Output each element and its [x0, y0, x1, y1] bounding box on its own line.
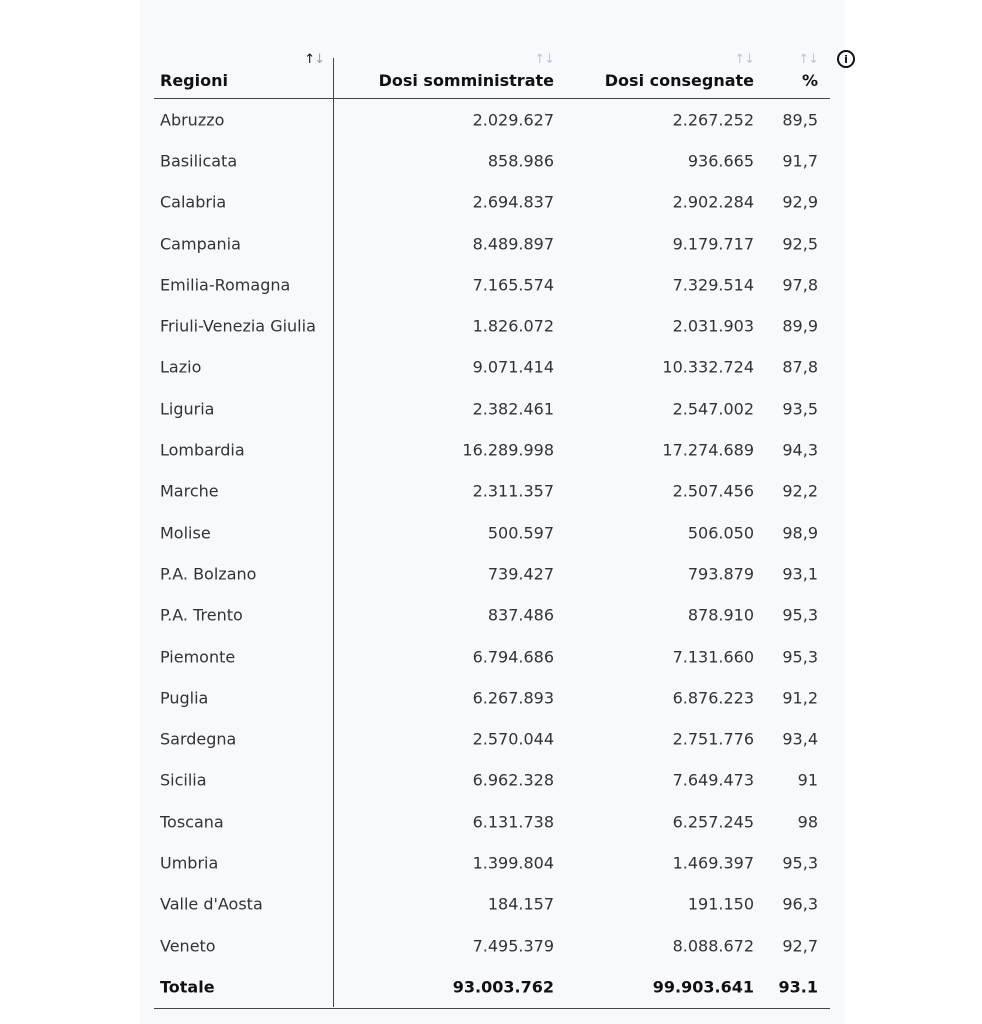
percent-cell: 93,5	[782, 399, 818, 419]
region-cell: Veneto	[160, 936, 216, 956]
percent-cell: 95,3	[782, 605, 818, 625]
table-row	[154, 636, 830, 677]
column-header-label: %	[801, 71, 818, 90]
administered-cell: 7.165.574	[472, 275, 554, 295]
table-row	[154, 305, 830, 346]
table-row	[154, 471, 830, 512]
column-header-label: Dosi somministrate	[378, 71, 554, 90]
administered-cell: 8.489.897	[472, 234, 554, 254]
delivered-cell: 793.879	[687, 564, 754, 584]
administered-cell: 2.694.837	[472, 192, 554, 212]
table-row	[154, 553, 830, 594]
region-cell: Marche	[160, 481, 219, 501]
table-row	[154, 842, 830, 883]
table-row	[154, 99, 830, 140]
percent-cell: 94,3	[782, 440, 818, 460]
administered-cell: 1.399.804	[472, 853, 554, 873]
region-cell: Basilicata	[160, 151, 238, 171]
administered-cell: 7.495.379	[472, 936, 554, 956]
percent-cell: 97,8	[782, 275, 818, 295]
info-icon[interactable]: i	[837, 50, 855, 68]
percent-cell: 92,7	[782, 936, 818, 956]
region-cell: Valle d'Aosta	[160, 894, 263, 914]
table-row	[154, 182, 830, 223]
administered-cell: 184.157	[487, 894, 554, 914]
administered-cell: 858.986	[487, 151, 554, 171]
region-cell: Toscana	[160, 812, 224, 832]
region-cell: Puglia	[160, 688, 209, 708]
column-header-regions[interactable]	[154, 50, 332, 98]
region-cell: Calabria	[160, 192, 227, 212]
column-header-administered[interactable]	[334, 50, 554, 98]
percent-cell: 96,3	[782, 894, 818, 914]
delivered-cell: 191.150	[687, 894, 754, 914]
region-cell: Campania	[160, 234, 241, 254]
delivered-cell: 7.649.473	[672, 770, 754, 790]
table-row	[154, 429, 830, 470]
total-administered: 93.003.762	[452, 977, 554, 997]
percent-cell: 91	[797, 770, 818, 790]
table-row	[154, 223, 830, 264]
table-row	[154, 925, 830, 966]
delivered-cell: 1.469.397	[672, 853, 754, 873]
column-header-label: Regioni	[160, 71, 228, 90]
table-header	[154, 50, 830, 99]
percent-cell: 92,2	[782, 481, 818, 501]
percent-cell: 93,1	[782, 564, 818, 584]
region-cell: Sicilia	[160, 770, 207, 790]
vaccine-doses-table	[154, 50, 830, 1009]
region-cell: Friuli-Venezia Giulia	[160, 316, 316, 336]
administered-cell: 2.570.044	[472, 729, 554, 749]
delivered-cell: 2.267.252	[672, 110, 754, 130]
percent-cell: 92,9	[782, 192, 818, 212]
administered-cell: 6.267.893	[472, 688, 554, 708]
administered-cell: 2.029.627	[472, 110, 554, 130]
table-row	[154, 140, 830, 181]
administered-cell: 837.486	[487, 605, 554, 625]
delivered-cell: 8.088.672	[672, 936, 754, 956]
percent-cell: 95,3	[782, 853, 818, 873]
table-row	[154, 347, 830, 388]
region-cell: Emilia-Romagna	[160, 275, 291, 295]
region-cell: Molise	[160, 523, 211, 543]
region-cell: P.A. Trento	[160, 605, 243, 625]
percent-cell: 87,8	[782, 357, 818, 377]
delivered-cell: 6.257.245	[672, 812, 754, 832]
table-row	[154, 595, 830, 636]
percent-cell: 95,3	[782, 647, 818, 666]
region-cell: Abruzzo	[160, 110, 225, 130]
column-header-percent[interactable]	[754, 50, 818, 98]
delivered-cell: 7.329.514	[672, 275, 754, 295]
administered-cell: 9.071.414	[472, 357, 554, 377]
percent-cell: 98,9	[782, 523, 818, 543]
table-row	[154, 760, 830, 801]
sort-arrows-icon[interactable]: ↑↓	[734, 52, 754, 67]
administered-cell: 500.597	[487, 523, 554, 543]
region-cell: Liguria	[160, 399, 215, 419]
delivered-cell: 2.507.456	[672, 481, 754, 501]
delivered-cell: 9.179.717	[672, 234, 754, 254]
delivered-cell: 936.665	[687, 151, 754, 171]
total-percent: 93.1	[778, 977, 818, 997]
delivered-cell: 2.751.776	[672, 729, 754, 749]
delivered-cell: 2.031.903	[672, 316, 754, 336]
percent-cell: 91,7	[782, 151, 818, 171]
table-row	[154, 264, 830, 305]
sort-arrows-icon[interactable]: ↑↓	[534, 52, 554, 67]
percent-cell: 89,5	[782, 110, 818, 130]
sort-arrows-icon[interactable]: ↑↓	[304, 52, 324, 67]
percent-cell: 89,9	[782, 316, 818, 336]
sort-arrows-icon[interactable]: ↑↓	[798, 52, 818, 67]
total-row	[154, 966, 830, 1008]
total-delivered: 99.903.641	[652, 977, 754, 997]
delivered-cell: 506.050	[687, 523, 754, 543]
administered-cell: 6.962.328	[472, 770, 554, 790]
region-cell: Lazio	[160, 357, 202, 377]
delivered-cell: 2.547.002	[672, 399, 754, 419]
table-row	[154, 718, 830, 759]
region-cell: Sardegna	[160, 729, 237, 749]
delivered-cell: 17.274.689	[662, 440, 754, 460]
table-row	[154, 884, 830, 925]
table-body	[154, 99, 830, 1009]
administered-cell: 6.794.686	[472, 647, 554, 666]
percent-cell: 91,2	[782, 688, 818, 708]
percent-cell: 92,5	[782, 234, 818, 254]
column-header-delivered[interactable]	[554, 50, 754, 98]
region-cell: P.A. Bolzano	[160, 564, 257, 584]
table-row	[154, 512, 830, 553]
region-cell: Umbria	[160, 853, 219, 873]
table-row	[154, 677, 830, 718]
administered-cell: 6.131.738	[472, 812, 554, 832]
administered-cell: 16.289.998	[462, 440, 554, 460]
delivered-cell: 878.910	[687, 605, 754, 625]
total-label: Totale	[160, 977, 215, 997]
administered-cell: 2.311.357	[472, 481, 554, 501]
region-cell: Piemonte	[160, 647, 236, 666]
table-row	[154, 801, 830, 842]
percent-cell: 98	[797, 812, 818, 832]
delivered-cell: 6.876.223	[672, 688, 754, 708]
delivered-cell: 10.332.724	[662, 357, 754, 377]
delivered-cell: 2.902.284	[672, 192, 754, 212]
region-cell: Lombardia	[160, 440, 245, 460]
delivered-cell: 7.131.660	[672, 647, 754, 666]
column-header-label: Dosi consegnate	[604, 71, 754, 90]
administered-cell: 739.427	[487, 564, 554, 584]
administered-cell: 2.382.461	[472, 399, 554, 419]
administered-cell: 1.826.072	[472, 316, 554, 336]
percent-cell: 93,4	[782, 729, 818, 749]
table-row	[154, 388, 830, 429]
